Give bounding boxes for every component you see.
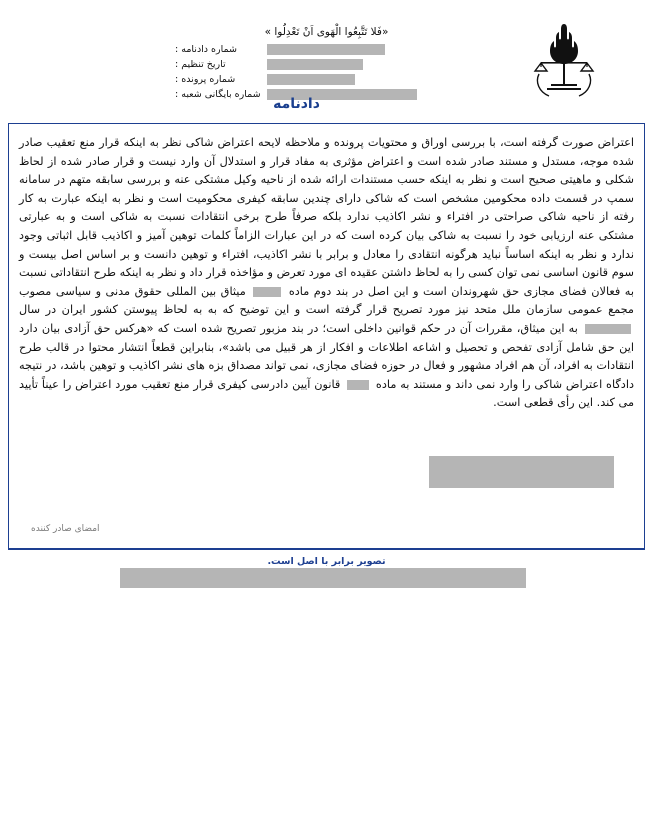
field-label-dadname-number: شماره دادنامه : [175,43,237,55]
field-row-dadname-number [173,42,503,56]
certified-copy-note: تصویر برابر با اصل است. [267,556,386,567]
verdict-body-box [8,123,645,549]
redaction-case-number [267,74,355,85]
redaction-footer-stamp [120,568,526,588]
document-header [0,0,653,112]
header-fields [173,42,503,102]
footer-divider [8,548,645,550]
redaction-date [267,59,363,70]
field-label-date: تاریخ تنظیم : [175,58,226,70]
hadith-line: «فَلا تَتَّبِعُوا الْهَوى اَنْ تَعْدِلُوا » [264,26,389,38]
signature-label: امضای صادر کننده [31,524,100,534]
redaction-signature [429,456,614,488]
redaction-inline [347,380,369,390]
redaction-inline [585,324,631,334]
verdict-paragraph: اعتراض صورت گرفته است، با بررسی اوراق و محتویات پرونده و ملاحظه لایحه اعتراض شاکی نظر به اینکه قرار منع تعقیب صادر شده موجه، مستدل و مستند صادر شده است و اعتراض مؤثری به مفاد قرار و استدلال آن وارد نیست و قرار صادر شده از لحاظ شکلی و ماهیتی صحیح است و نظر به اینکه حسب مستندات ارائه شده از ناحیه وکیل مشتکی عنه و بررسی سابقه متهم در سامانه سمپ در قسمت داده محکومین مشخص است که شاکی دارای چندین سابقه کیفری محکومیت است و نظر به اینکه عبارت به کار رفته از ناحیه شاکی صراحتی در افتراء و نشر اکاذیب ندارد بلکه صرفاً طرح برخی انتقادات نسبت به شاکی است و به عبارتی مشتکی عنه ارزیابی خود را نسبت به شاکی بیان کرده است که در این عبارات الزاماً کلمات توهین آمیز و اکاذیب قابل اثباتی وجود ندارد و نظر به اینکه اساساً نباید هرگونه انتقادی را معادل و برابر با نشر اکاذیب، افتراء و توهین دانست و بر اساس اصل بیست و سوم قانون اساسی نمی توان کسی را به لحاظ داشتن عقیده ای مورد تعرض و مؤاخذه قرار داد و نظر به اینکه طرح انتقاداتی نسبت به فعالان فضای مجازی حق شهروندان است و این اصل در بند دوم ماده میثاق بین المللی حقوق مدنی و سیاسی مصوب مجمع عمومی سازمان ملل متحد نیز مورد تصریح قرار گرفته است و این توضیح که به به لحاظ پیوستن کشور ایران در سال به این میثاق، مقررات آن در حکم قوانین داخلی است؛ در بند مزبور تصریح شده است که «هرکس حق آزادی بیان دارد این حق شامل آزادی تفحص و تحصیل و اشاعه اطلاعات و افکار از هر قبیل می باشد»، بنابراین قطعاً انتشار محتوا در قالب طرح انتقادات به افراد، آن هم افراد مشهور و فعال در حوزه فضای مجازی، نمی تواند مصداق بزه های نشر اکاذیب و توهین باشد، در نتیجه دادگاه اعتراض شاکی را وارد نمی داند و مستند به ماده قانون آیین دادرسی کیفری قرار منع تعقیب مورد اعتراض را عیناً تأیید می کند. این رأی قطعی است. [19,136,634,410]
page-title-wrapper [0,96,653,112]
field-label-case-number: شماره پرونده : [175,73,236,85]
verdict-body-text [9,124,644,417]
redaction-dadname-number [267,44,385,55]
field-row-date [173,57,503,71]
field-label-archive-number: شماره بایگانی شعبه : [175,88,261,100]
page-title: دادنامه [273,96,320,112]
redaction-inline [253,287,281,297]
judiciary-emblem-icon [527,18,601,100]
field-row-case-number [173,72,503,86]
